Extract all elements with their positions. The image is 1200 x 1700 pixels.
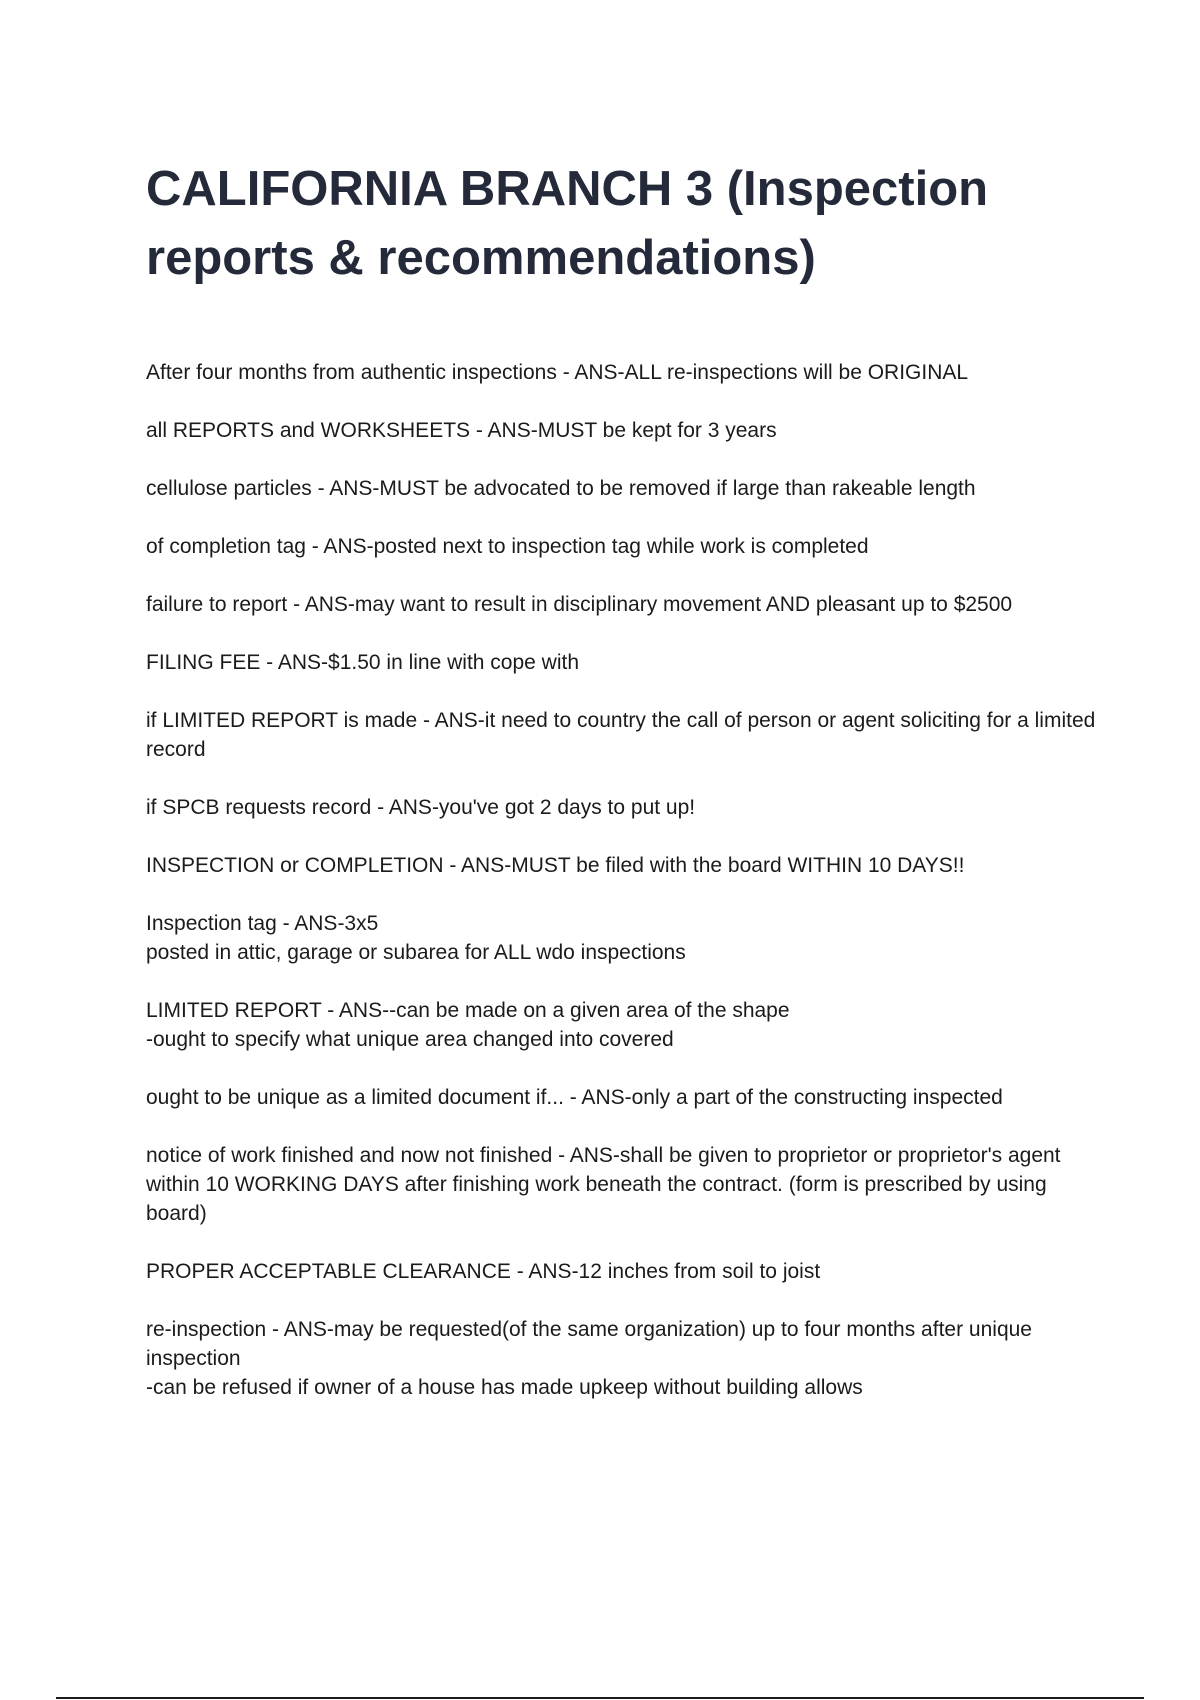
qa-line: ought to be unique as a limited document if... - ANS-only a part of the constructing inspected: [146, 1086, 1003, 1109]
qa-item: [146, 358, 1096, 387]
qa-item: [146, 416, 1096, 445]
qa-item: [146, 474, 1096, 503]
qa-item: [146, 706, 1096, 764]
qa-item: [146, 1315, 1096, 1402]
qa-item: [146, 648, 1096, 677]
qa-line: cellulose particles - ANS-MUST be advocated to be removed if large than rakeable length: [146, 477, 976, 500]
qa-line: all REPORTS and WORKSHEETS - ANS-MUST be kept for 3 years: [146, 419, 777, 442]
document-title: CALIFORNIA BRANCH 3 (Inspection reports & recommendations): [146, 162, 989, 285]
qa-item: [146, 590, 1096, 619]
qa-item: [146, 1083, 1096, 1112]
qa-line: if LIMITED REPORT is made - ANS-it need to country the call of person or agent soliciting for a limited record: [146, 709, 1096, 761]
qa-line: if SPCB requests record - ANS-you've got 2 days to put up!: [146, 796, 696, 819]
qa-line: INSPECTION or COMPLETION - ANS-MUST be filed with the board WITHIN 10 DAYS!!: [146, 854, 965, 877]
qa-line: -ought to specify what unique area changed into covered: [146, 1028, 674, 1051]
qa-line: posted in attic, garage or subarea for ALL wdo inspections: [146, 941, 686, 964]
qa-item: [146, 909, 1096, 967]
qa-line: PROPER ACCEPTABLE CLEARANCE - ANS-12 inches from soil to joist: [146, 1260, 821, 1283]
qa-item: [146, 532, 1096, 561]
qa-line: of completion tag - ANS-posted next to inspection tag while work is completed: [146, 535, 869, 558]
qa-item: [146, 996, 1096, 1054]
qa-item: [146, 793, 1096, 822]
document-content: [146, 358, 1096, 1431]
qa-line: failure to report - ANS-may want to result in disciplinary movement AND pleasant up to $2500: [146, 593, 1013, 616]
qa-item: [146, 851, 1096, 880]
qa-line: notice of work finished and now not finished - ANS-shall be given to proprietor or proprietor's agent within 10 WORKING DAYS after finishing work beneath the contract. (form is prescribed by using board): [146, 1144, 1061, 1225]
qa-line: LIMITED REPORT - ANS--can be made on a given area of the shape: [146, 999, 790, 1022]
qa-line: -can be refused if owner of a house has made upkeep without building allows: [146, 1376, 863, 1399]
qa-line: re-inspection - ANS-may be requested(of the same organization) up to four months after unique inspection: [146, 1318, 1032, 1370]
qa-line: Inspection tag - ANS-3x5: [146, 912, 379, 935]
qa-item: [146, 1257, 1096, 1286]
qa-item: [146, 1141, 1096, 1228]
qa-line: After four months from authentic inspections - ANS-ALL re-inspections will be ORIGINAL: [146, 361, 969, 384]
footer-divider: [56, 1697, 1144, 1699]
qa-line: FILING FEE - ANS-$1.50 in line with cope with: [146, 651, 580, 674]
